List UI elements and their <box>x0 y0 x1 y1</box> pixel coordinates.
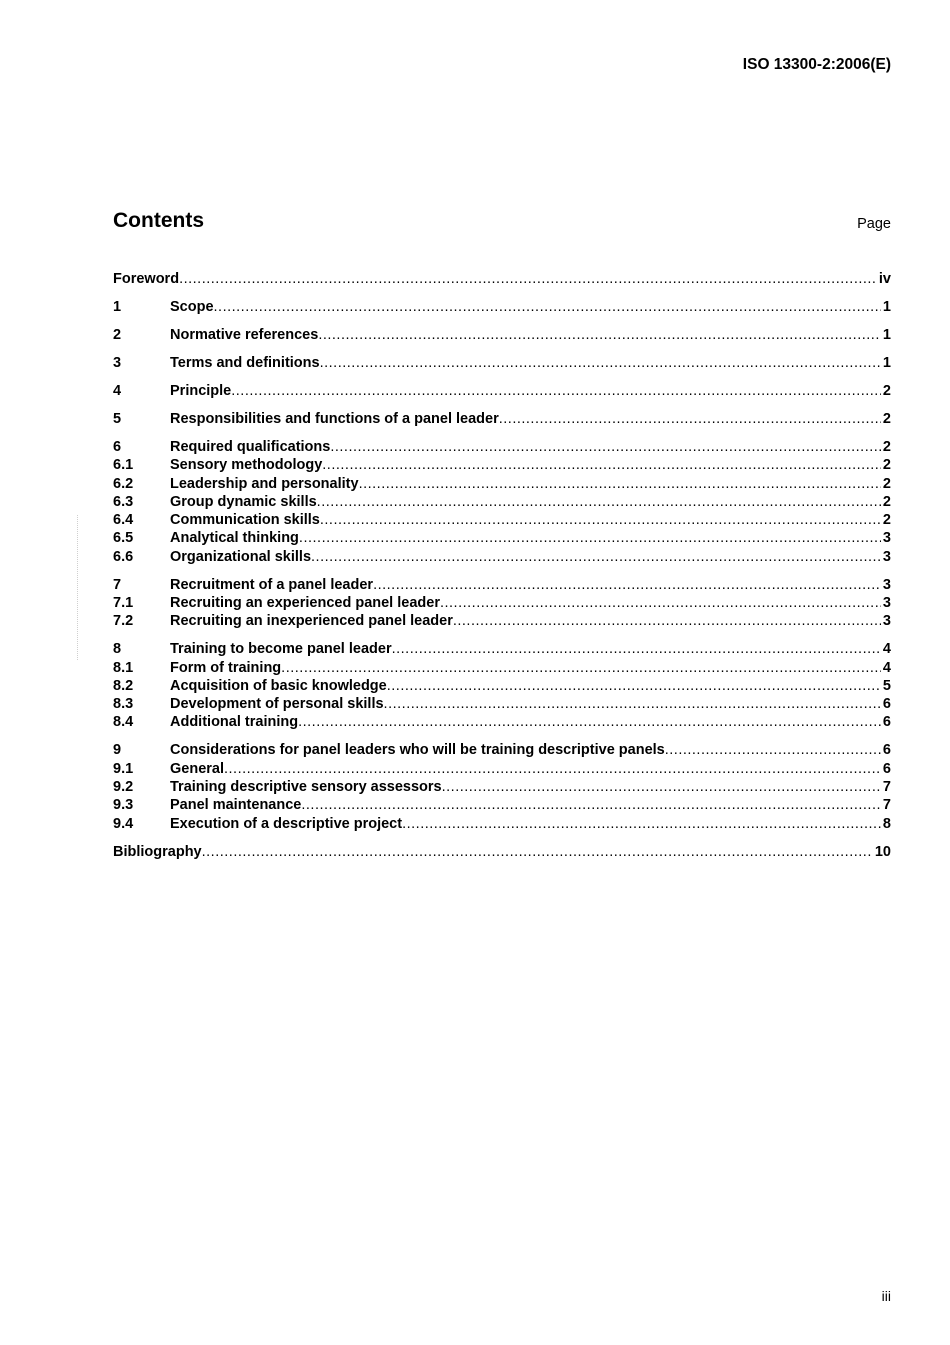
toc-entry-number: 9.3 <box>113 797 134 814</box>
toc-entry-number: 9.4 <box>113 815 134 832</box>
toc-entry-number: 6.3 <box>113 493 134 510</box>
dot-leader <box>317 493 881 511</box>
dot-leader <box>392 640 881 658</box>
toc-entry-number: 6 <box>113 438 122 455</box>
toc-entry-number: 5 <box>113 410 122 427</box>
dot-leader <box>440 594 881 612</box>
toc-entry-title: Normative references <box>170 326 319 343</box>
dot-leader <box>214 298 881 316</box>
toc-entry-number: 6.4 <box>113 512 134 529</box>
toc-entry[interactable] <box>113 843 891 861</box>
toc-entry-page: 5 <box>882 677 891 694</box>
document-code: ISO 13300-2:2006(E) <box>742 56 891 73</box>
toc-entry-number: 7.1 <box>113 594 134 611</box>
dot-leader <box>320 354 881 372</box>
dot-leader <box>499 410 881 428</box>
toc-entry-title: Execution of a descriptive project <box>170 815 403 832</box>
toc-entry-title: Recruiting an inexperienced panel leader <box>170 613 453 630</box>
toc-entry[interactable] <box>113 677 891 695</box>
toc-entry[interactable] <box>113 438 891 456</box>
toc-entry-title: Bibliography <box>113 843 202 860</box>
toc-entry-page: 8 <box>882 815 891 832</box>
toc-entry-title: Development of personal skills <box>170 696 384 713</box>
toc-entry-title: Training to become panel leader <box>170 641 392 658</box>
toc-entry-title: Form of training <box>170 659 282 676</box>
dot-leader <box>384 695 881 713</box>
page-column-label: Page <box>857 216 891 232</box>
toc-entry-page: 6 <box>882 696 891 713</box>
dot-leader <box>301 796 881 814</box>
toc-entry-title: Terms and definitions <box>170 354 320 371</box>
dot-leader <box>373 576 881 594</box>
toc-entry-number: 6.2 <box>113 475 134 492</box>
toc-entry-title: Scope <box>170 298 214 315</box>
dot-leader <box>453 612 881 630</box>
toc-entry[interactable] <box>113 270 891 288</box>
dot-leader <box>330 438 881 456</box>
dot-leader <box>402 815 881 833</box>
toc-entry[interactable] <box>113 529 891 547</box>
toc-entry-title: Analytical thinking <box>170 530 299 547</box>
dot-leader <box>202 843 873 861</box>
toc-entry-page: 1 <box>882 354 891 371</box>
toc-entry-page: 7 <box>882 797 891 814</box>
dot-leader <box>179 270 877 288</box>
toc-entry-title: Foreword <box>113 271 180 287</box>
toc-entry-title: Group dynamic skills <box>170 493 317 510</box>
toc-entry-page: iv <box>878 271 891 287</box>
dot-leader <box>231 382 881 400</box>
toc-entry-page: 1 <box>882 326 891 343</box>
toc-entry-title: Considerations for panel leaders who will be training descriptive panels <box>170 742 665 759</box>
toc-entry[interactable] <box>113 760 891 778</box>
toc-entry-title: Leadership and personality <box>170 475 359 492</box>
contents-heading: Contents <box>113 209 204 232</box>
page-number: iii <box>881 1288 891 1304</box>
toc-entry-number: 8 <box>113 641 122 658</box>
toc-entry-page: 1 <box>882 298 891 315</box>
toc-entry[interactable] <box>113 695 891 713</box>
toc-entry-page: 2 <box>882 438 891 455</box>
toc-entry-number: 6.5 <box>113 530 134 547</box>
toc-entry-page: 3 <box>882 594 891 611</box>
toc-entry[interactable] <box>113 741 891 759</box>
toc-entry-title: Sensory methodology <box>170 457 323 474</box>
toc-entry-title: Recruiting an experienced panel leader <box>170 594 440 611</box>
toc-entry-page: 6 <box>882 714 891 731</box>
dot-leader <box>322 456 881 474</box>
toc-entry-page: 2 <box>882 410 891 427</box>
toc-entry-number: 7.2 <box>113 613 134 630</box>
toc-entry-title: Additional training <box>170 714 299 731</box>
toc-entry-title: Acquisition of basic knowledge <box>170 677 387 694</box>
toc-entry-page: 3 <box>882 548 891 565</box>
toc-entry-page: 2 <box>882 493 891 510</box>
toc-entry[interactable] <box>113 659 891 677</box>
toc-entry-page: 3 <box>882 613 891 630</box>
toc-entry[interactable] <box>113 796 891 814</box>
toc-entry[interactable] <box>113 815 891 833</box>
toc-entry-number: 4 <box>113 382 122 399</box>
toc-entry-title: General <box>170 760 224 777</box>
toc-entry-number: 8.3 <box>113 696 134 713</box>
toc-entry[interactable] <box>113 548 891 566</box>
toc-entry[interactable] <box>113 493 891 511</box>
toc-entry[interactable] <box>113 713 891 731</box>
dot-leader <box>442 778 881 796</box>
toc-entry[interactable] <box>113 298 891 316</box>
toc-entry[interactable] <box>113 576 891 594</box>
toc-entry[interactable] <box>113 475 891 493</box>
toc-entry-number: 7 <box>113 576 122 593</box>
toc-entry-number: 9.2 <box>113 779 134 796</box>
toc-entry-number: 3 <box>113 354 122 371</box>
toc-entry-page: 6 <box>882 742 891 759</box>
toc-entry[interactable] <box>113 326 891 344</box>
toc-entry[interactable] <box>113 640 891 658</box>
toc-entry[interactable] <box>113 382 891 400</box>
toc-entry-page: 2 <box>882 475 891 492</box>
toc-entry-page: 7 <box>882 779 891 796</box>
toc-entry[interactable] <box>113 456 891 474</box>
toc-entry-number: 1 <box>113 298 122 315</box>
toc-entry-title: Recruitment of a panel leader <box>170 576 374 593</box>
toc-entry-page: 10 <box>874 843 891 860</box>
toc-entry-number: 6.1 <box>113 457 134 474</box>
toc-entry-page: 4 <box>882 659 891 676</box>
toc-entry-title: Communication skills <box>170 512 320 529</box>
toc-entry-title: Training descriptive sensory assessors <box>170 779 442 796</box>
toc-entry-number: 6.6 <box>113 548 134 565</box>
toc-entry[interactable] <box>113 612 891 630</box>
margin-watermark <box>77 515 79 660</box>
toc-entry[interactable] <box>113 594 891 612</box>
dot-leader <box>359 475 881 493</box>
dot-leader <box>387 677 881 695</box>
toc-entry-number: 8.2 <box>113 677 134 694</box>
table-of-contents <box>113 270 891 861</box>
toc-entry-title: Organizational skills <box>170 548 312 565</box>
dot-leader <box>281 659 881 677</box>
toc-entry-number: 9.1 <box>113 760 134 777</box>
toc-entry-title: Principle <box>170 382 232 399</box>
toc-entry[interactable] <box>113 511 891 529</box>
toc-entry-page: 3 <box>882 530 891 547</box>
dot-leader <box>320 511 881 529</box>
toc-entry-page: 4 <box>882 641 891 658</box>
toc-entry-number: 9 <box>113 742 122 759</box>
toc-entry-page: 2 <box>882 512 891 529</box>
toc-entry-page: 3 <box>882 576 891 593</box>
toc-entry-number: 2 <box>113 326 122 343</box>
toc-entry-page: 2 <box>882 382 891 399</box>
toc-entry[interactable] <box>113 778 891 796</box>
toc-entry-page: 6 <box>882 760 891 777</box>
toc-entry-number: 8.4 <box>113 714 134 731</box>
toc-entry[interactable] <box>113 354 891 372</box>
toc-entry[interactable] <box>113 410 891 428</box>
toc-entry-title: Required qualifications <box>170 438 331 455</box>
dot-leader <box>298 713 881 731</box>
toc-entry-title: Panel maintenance <box>170 797 302 814</box>
dot-leader <box>299 529 881 547</box>
toc-entry-number: 8.1 <box>113 659 134 676</box>
dot-leader <box>318 326 881 344</box>
dot-leader <box>665 741 881 759</box>
toc-entry-page: 2 <box>882 457 891 474</box>
toc-entry-title: Responsibilities and functions of a panel leader <box>170 410 499 427</box>
dot-leader <box>224 760 881 778</box>
dot-leader <box>311 548 881 566</box>
